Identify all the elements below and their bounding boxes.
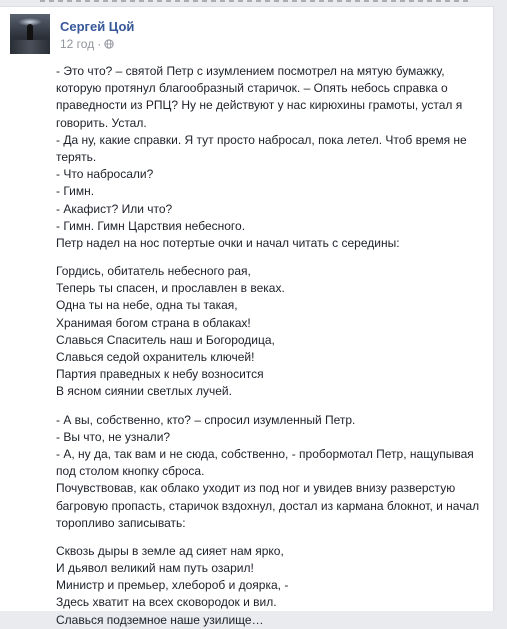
paragraph-gap: [56, 401, 488, 412]
prose-line: - Это что? – святой Петр с изумлением посмотрел на мятую бумажку,: [56, 64, 445, 78]
prose-line: терять.: [56, 149, 97, 164]
prose-line: Почувствовав, как облако уходит из под ног и увидев внизу разверстую: [56, 481, 456, 496]
verse-line: Славься Спаситель наш и Богородица,: [56, 332, 275, 347]
verse-line: В ясном сиянии светлых лучей.: [56, 384, 232, 399]
prose-line: - Вы что, не узнали?: [56, 429, 171, 444]
prose-line: под столом кнопку сброса.: [56, 464, 205, 479]
verse-line: Славься подземное наше узилище…: [56, 612, 264, 627]
post-timestamp[interactable]: 12 год: [60, 37, 95, 51]
prose-line: торопливо записывать:: [56, 515, 186, 530]
prose-line: - Гимн. Гимн Царствия небесного.: [56, 218, 246, 233]
verse-line: Славься седой охранитель ключей!: [56, 350, 255, 364]
post-card: [0, 6, 494, 627]
verse-line: Одна ты на небе, одна ты такая,: [56, 298, 238, 313]
avatar[interactable]: [10, 14, 50, 54]
verse-line: И дьявол великий нам путь озарил!: [56, 561, 254, 576]
prose-line: - Гимн.: [56, 184, 95, 199]
verse-line: Партия праведных к небу возносится: [56, 367, 264, 382]
prose-line: - Да ну, какие справки. Я тут просто набросал, пока летел. Чтоб время не: [56, 132, 467, 147]
post-meta: [60, 37, 114, 51]
prose-line: - Что набросали?: [56, 167, 154, 182]
verse-line: Теперь ты спасен, и прославлен в веках.: [56, 281, 285, 296]
verse-line: Здесь хватит на всех сковородок и вил.: [56, 595, 277, 610]
author-name[interactable]: Сергей Цой: [60, 19, 135, 34]
prose-line: которую протянул благообразный старичок. – Опять небось справка о: [56, 81, 448, 96]
prose-line: багровую пропасть, старичок вздохнул, достал из кармана блокнот, и начал: [56, 498, 480, 513]
verse-line: Хранимая богом страна в облаках!: [56, 315, 251, 330]
meta-separator: ·: [97, 37, 102, 51]
post-text: [56, 63, 488, 629]
prose-line: - А вы, собственно, кто? – спросил изумленный Петр.: [56, 412, 356, 427]
prose-line: - Акафист? Или что?: [56, 201, 173, 216]
prose-line: праведности из РПЦ? Ну не действуют у нас кирюхины грамоты, устал я: [56, 98, 463, 113]
verse-line: Гордись, обитатель небесного рая,: [56, 264, 251, 279]
globe-icon[interactable]: [104, 39, 114, 49]
prose-line: - А, ну да, так вам и не сюда, собственно, - пробормотал Петр, нащупывая: [56, 446, 474, 461]
paragraph-gap: [56, 252, 488, 263]
verse-line: Министр и премьер, хлебороб и доярка, -: [56, 578, 289, 593]
verse-line: Сквозь дыры в земле ад сияет нам ярко,: [56, 543, 284, 558]
prose-line: говорить. Устал.: [56, 115, 147, 130]
prose-line: Петр надел на нос потертые очки и начал читать с середины:: [56, 235, 400, 250]
paragraph-gap: [56, 532, 488, 543]
